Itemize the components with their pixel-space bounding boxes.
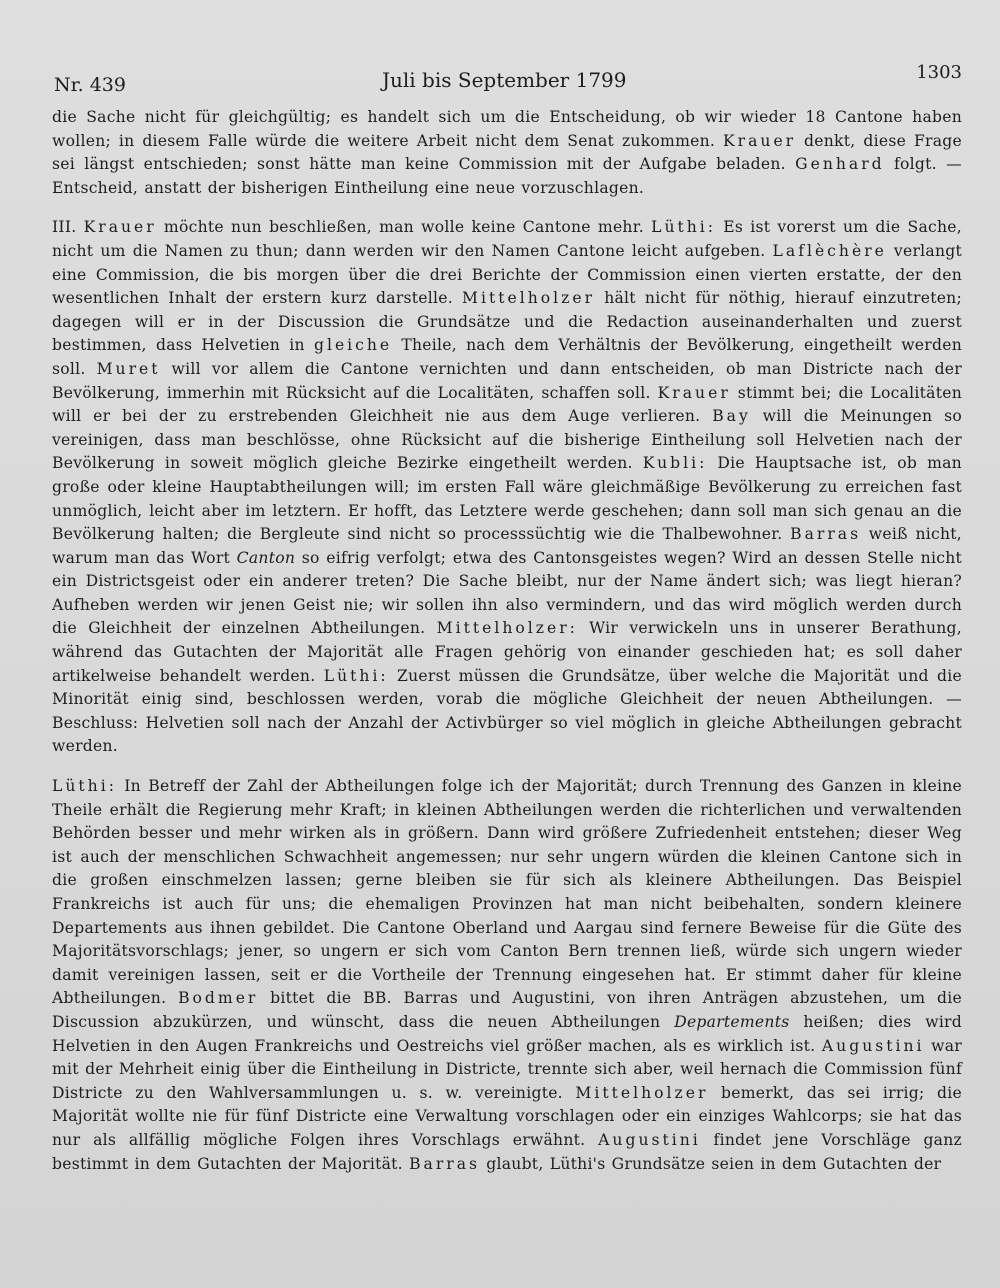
paragraph: [52, 216, 962, 759]
text-run: hält nicht für nöthig, hierauf einzutreten; dagegen will er in der Discussion die Grundsätze und die Redaction auseinanderhalten und zuerst bestimmen, dass Helvetien in: [52, 289, 962, 355]
text-run: denkt, diese Frage sei längst entschieden; sonst hätte man keine Commission mit der Aufgabe beladen.: [52, 131, 962, 174]
speaker-name: Barras: [409, 1154, 481, 1173]
speaker-name: Kubli:: [642, 454, 708, 473]
speaker-name: Krauer: [657, 383, 731, 402]
text-run: folgt. — Entscheid, anstatt der bisherigen Eintheilung eine neue vorzuschlagen.: [52, 155, 962, 197]
speaker-name: gleiche: [313, 336, 393, 355]
speaker-name: Mittelholzer: [575, 1083, 709, 1102]
document-number: Nr. 439: [54, 74, 126, 96]
text-run: Zuerst müssen die Grundsätze, über welche die Majorität und die Minorität einig sind, beschlossen werden, vorab die mögliche Gleichheit der neuen Abtheilungen. — Beschluss: Helvetien soll nach der Anzahl der Activbürger so viel möglich in gleiche Abtheilungen gebracht werden.: [52, 666, 962, 756]
text-run: Es ist vorerst um die Sache, nicht um die Namen zu thun; dann werden wir den Namen Cantone leicht aufgeben.: [52, 218, 962, 260]
speaker-name: Krauer: [723, 131, 797, 150]
speaker-name: Genhard: [795, 155, 885, 174]
text-run: will die Meinungen so vereinigen, dass man beschlösse, ohne Rücksicht auf die bisherige Eintheilung soll Helvetien nach der Bevölkerung in soweit möglich gleiche Bezirke eingetheilt werden.: [52, 407, 962, 473]
text-run: weiß nicht, warum man das Wort: [52, 525, 962, 567]
text-run: III.: [52, 218, 84, 237]
text-run: heißen; dies wird Helvetien in den Augen Frankreichs und Oestreichs viel größer machen, als es wirklich ist.: [52, 1012, 962, 1055]
text-run: In Betreff der Zahl der Abtheilungen folge ich der Majorität; durch Trennung des Ganzen in kleine Theile erhält die Regierung mehr Kraft; in kleinen Abtheilungen werden die richterlichen und verwaltenden Behörden besser und mehr wirken als in größern. Dann wird größere Zufriedenheit entstehen; dieser Weg ist auch der menschlichen Schwachheit angemessen; nur sehr ungern würden die kleinen Cantone sich in die großen einschmelzen lassen; gerne bleiben sie für sich als kleinere Abtheilungen. Das Beispiel Frankreichs ist auch für uns; die ehemaligen Provinzen hat man nicht beibehalten, sondern kleinere Departements aus ihnen gebildet. Die Cantone Oberland und Aargau sind fernere Beweise für die Güte des Majoritätsvorschlags; jener, so ungern er sich vom Canton Bern trennen ließ, würde sich ungern wieder damit vereinigen lassen, seit er die Vortheile der Trennung eingesehen hat. Er stimmt daher für kleine Abtheilungen.: [52, 777, 962, 1008]
speaker-name: Mittelholzer:: [436, 619, 578, 638]
speaker-name: Muret: [96, 359, 161, 378]
speaker-name: Bay: [712, 407, 751, 426]
speaker-name: Laflèchère: [772, 241, 887, 260]
text-run: war mit der Mehrheit einig über die Eintheilung in Districte, trennte sich aber, weil hernach die Commission fünf Districte zu den Wahlversammlungen u. s. w. vereinigte.: [52, 1036, 962, 1102]
speaker-name: Barras: [790, 525, 862, 544]
speaker-name: Lüthi:: [323, 666, 389, 685]
paragraph: [52, 775, 962, 1176]
running-title: Juli bis September 1799: [382, 68, 627, 92]
speaker-name: Augustini: [598, 1130, 701, 1149]
paragraph: [52, 106, 962, 200]
running-header: [52, 62, 962, 106]
text-run: bemerkt, das sei irrig; die Majorität wollte nie für fünf Districte eine Verwaltung vorschlagen oder ein einziges Wahlcorps; sie hat das nur als allfällig mögliche Folgen ihres Vorschlags erwähnt.: [52, 1083, 962, 1149]
text-run: stimmt bei; die Localitäten will er bei der zu erstrebenden Gleichheit nie aus dem Auge verlieren.: [52, 383, 963, 426]
speaker-name: Lüthi:: [52, 777, 117, 796]
italic-term: Canton: [236, 548, 296, 567]
text-run: findet jene Vorschläge ganz bestimmt in dem Gutachten der Majorität.: [52, 1130, 962, 1173]
speaker-name: Lüthi:: [651, 218, 717, 237]
page-number: 1303: [916, 62, 962, 83]
text-run: die Sache nicht für gleichgültig; es handelt sich um die Entscheidung, ob wir wieder 18 Cantone haben wollen; in diesem Falle würde die weitere Arbeit nicht dem Senat zukommen.: [52, 108, 962, 150]
speaker-name: Augustini: [821, 1036, 925, 1055]
body-text: [52, 106, 962, 1176]
speaker-name: Mittelholzer: [462, 289, 596, 308]
text-run: Theile, nach dem Verhältnis der Bevölkerung, eingetheilt werden soll.: [52, 336, 962, 378]
text-run: verlangt eine Commission, die bis morgen über die drei Berichte der Commission einen vierten erstatte, der den wesentlichen Inhalt der erstern kurz darstelle.: [52, 241, 962, 308]
text-run: will vor allem die Cantone vernichten und dann entscheiden, ob man Districte nach der Bevölkerung, immerhin mit Rücksicht auf die Localitäten, schaffen soll.: [52, 359, 962, 402]
text-run: Wir verwickeln uns in unserer Berathung, während das Gutachten der Majorität alle Fragen gehörig von einander geschieden hat; es soll daher artikelweise behandelt werden.: [52, 619, 962, 685]
text-run: möchte nun beschließen, man wolle keine Cantone mehr.: [156, 218, 652, 237]
text-run: Die Hauptsache ist, ob man große oder kleine Hauptabtheilungen will; im ersten Fall wäre gleichmäßige Bevölkerung zu erreichen fast unmöglich, leicht aber im letztern. Er hofft, das Letztere werde geschehen; dann soll man sich genau an die Bevölkerung halten; die Bergleute sind nicht so processsüchtig wie die Thalbewohner.: [52, 454, 962, 544]
speaker-name: Krauer: [83, 218, 157, 237]
speaker-name: Bodmer: [178, 989, 259, 1008]
text-run: bittet die BB. Barras und Augustini, von ihren Anträgen abzustehen, um die Discussion abzukürzen, und wünscht, dass die neuen Abtheilungen: [52, 989, 962, 1031]
text-run: glaubt, Lüthi's Grundsätze seien in dem Gutachten der: [480, 1154, 942, 1173]
italic-term: Departements: [674, 1012, 790, 1031]
text-run: so eifrig verfolgt; etwa des Cantonsgeistes wegen? Wird an dessen Stelle nicht ein Districtsgeist oder ein anderer treten? Die Sache bleibt, nur der Name ändert sich; was liegt hieran? Aufheben werden wir jenen Geist nie; wir sollen ihn also vermindern, und das wird möglich werden durch die Gleichheit der einzelnen Abtheilungen.: [52, 548, 963, 638]
